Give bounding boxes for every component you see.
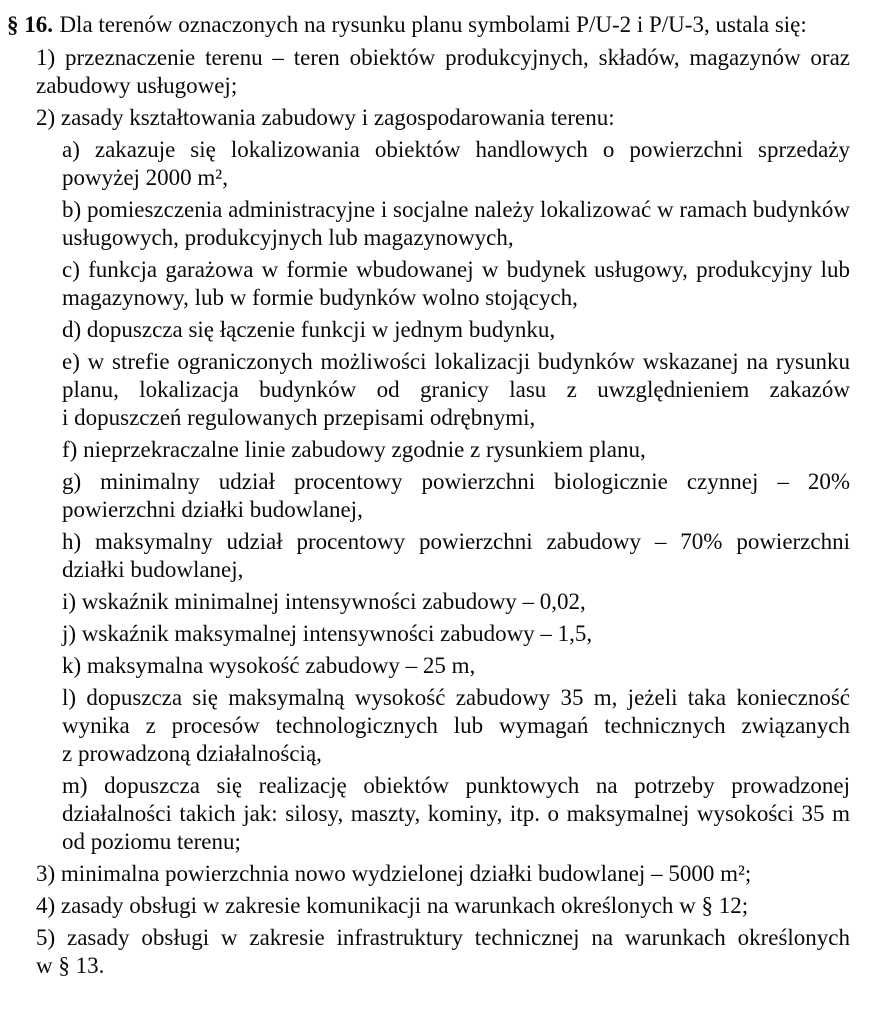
section-heading — [7, 11, 850, 39]
document-body — [7, 44, 850, 980]
list-item: a) zakazuje się lokalizowania obiektów handlowych o powierzchni sprzedaży powyżej 2000 m², — [62, 137, 850, 190]
list-item: f) nieprzekraczalne linie zabudowy zgodnie z rysunkiem planu, — [62, 437, 646, 462]
list-item: c) funkcja garażowa w formie wbudowanej w budynek usługowy, produkcyjny lub magazynowy, lub w formie budynków wolno stojących, — [62, 257, 850, 310]
section-number: § 16. — [7, 12, 53, 37]
list-item: 3) minimalna powierzchnia nowo wydzielonej działki budowlanej – 5000 m²; — [36, 861, 752, 886]
list-item: e) w strefie ograniczonych możliwości lokalizacji budynków wskazanej na rysunku planu, lokalizacja budynków od granicy lasu z uwzględnieniem zakazów i dopuszczeń regulowanych przepisami odrębnymi, — [62, 349, 850, 430]
list-item: i) wskaźnik minimalnej intensywności zabudowy – 0,02, — [62, 589, 586, 614]
list-item: l) dopuszcza się maksymalną wysokość zabudowy 35 m, jeżeli taka konieczność wynika z procesów technologicznych lub wymagań technicznych związanych z prowadzoną działalnością, — [62, 685, 850, 766]
section-heading-text: Dla terenów oznaczonych na rysunku planu symbolami P/U-2 i P/U-3, ustala się: — [59, 12, 807, 37]
list-item: g) minimalny udział procentowy powierzchni biologicznie czynnej – 20% powierzchni działki budowlanej, — [62, 469, 850, 522]
list-item: 4) zasady obsługi w zakresie komunikacji na warunkach określonych w § 12; — [36, 893, 749, 918]
list-item: m) dopuszcza się realizację obiektów punktowych na potrzeby prowadzonej działalności takich jak: silosy, maszty, kominy, itp. o maksymalnej wysokości 35 m od poziomu terenu; — [62, 773, 850, 854]
list-item: j) wskaźnik maksymalnej intensywności zabudowy – 1,5, — [62, 621, 593, 646]
list-item: d) dopuszcza się łączenie funkcji w jednym budynku, — [62, 317, 556, 342]
list-item: b) pomieszczenia administracyjne i socjalne należy lokalizować w ramach budynków usługowych, produkcyjnych lub magazynowych, — [62, 197, 850, 250]
list-item: 2) zasady kształtowania zabudowy i zagospodarowania terenu: — [36, 105, 615, 130]
list-item: 5) zasady obsługi w zakresie infrastruktury technicznej na warunkach określonych w § 13. — [36, 925, 850, 978]
list-item: k) maksymalna wysokość zabudowy – 25 m, — [62, 653, 476, 678]
list-item: 1) przeznaczenie terenu – teren obiektów produkcyjnych, składów, magazynów oraz zabudowy usługowej; — [36, 45, 850, 98]
list-item: h) maksymalny udział procentowy powierzchni zabudowy – 70% powierzchni działki budowlanej, — [62, 529, 850, 582]
